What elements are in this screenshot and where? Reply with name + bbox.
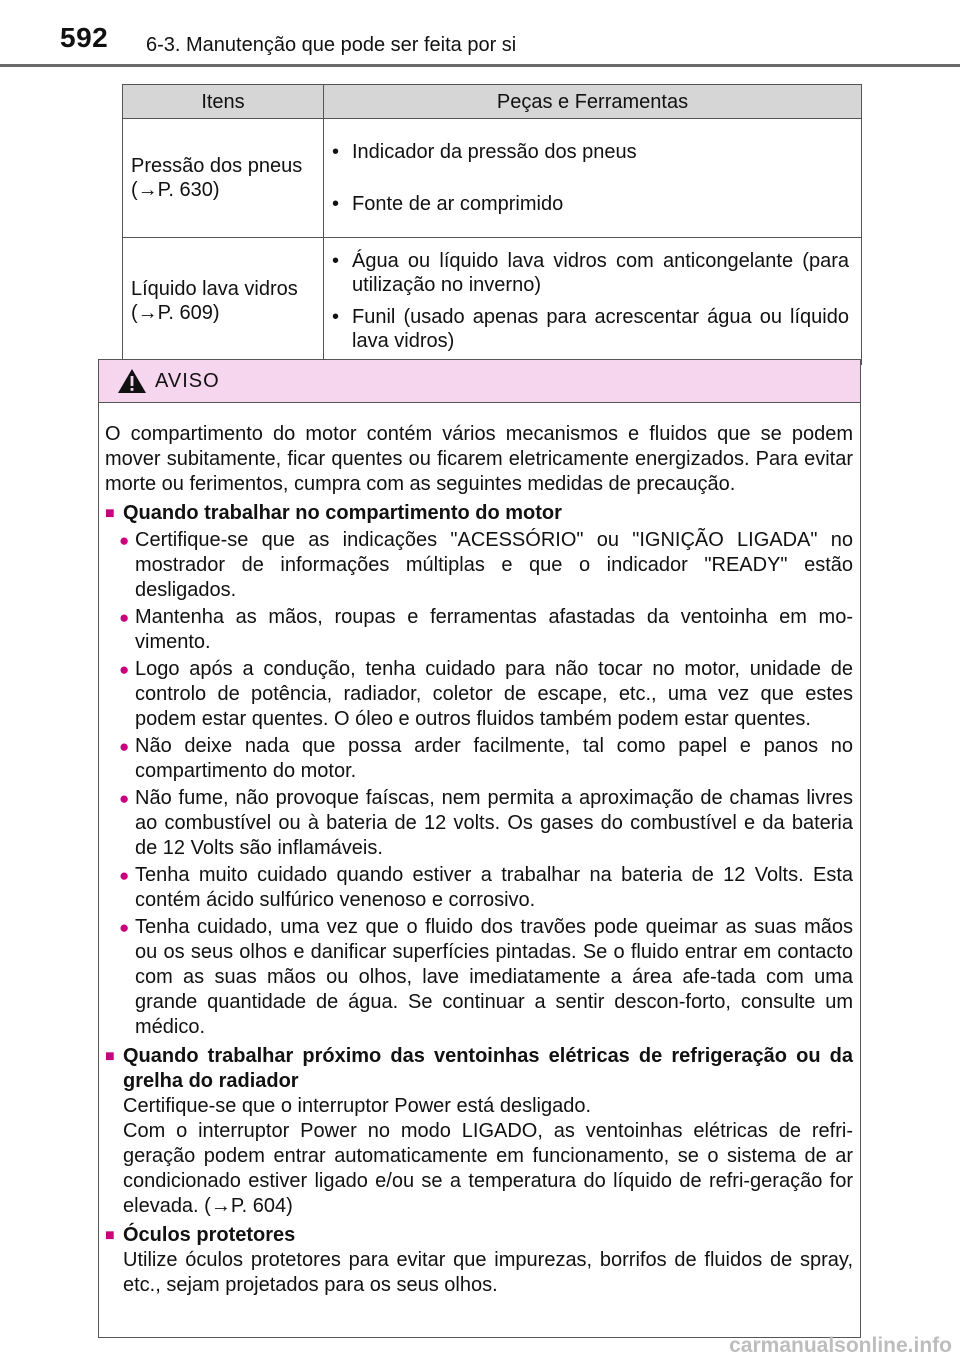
warning-header [99, 360, 860, 403]
section-heading: ■ Quando trabalhar no compartimento do motor [105, 502, 562, 524]
list-item: ● Tenha muito cuidado quando estiver a trabalhar na bateria de 12 Volts. Esta contém ácido sulfúrico venenoso e corrosivo. [119, 864, 853, 911]
list-item: ● Tenha cuidado, uma vez que o fluido dos travões pode queimar as suas mãos ou os seus olhos e danificar superfícies pintadas. Se o fluido entrar em contacto com as suas mãos ou olhos, lave imediatamente a área afe-tada com uma grande quantidade de água. Se continuar a sentir descon-forto, consulte um médico. [119, 916, 853, 1038]
section-title: 6-3. Manutenção que pode ser feita por si [146, 34, 517, 56]
page-header [0, 0, 960, 70]
list-item: • Funil (usado apenas para acrescentar água ou líquido lava vidros) [332, 306, 849, 352]
circle-bullet-icon: ● [119, 531, 130, 550]
circle-bullet-icon: ● [119, 918, 130, 937]
table-cell-parts [324, 238, 862, 365]
circle-bullet-icon: ● [119, 608, 130, 627]
square-bullet-icon: ■ [105, 1227, 115, 1244]
header-divider [0, 64, 960, 67]
square-bullet-icon: ■ [105, 505, 115, 522]
warning-body [99, 403, 860, 1298]
warning-intro: O compartimento do motor contém vários mecanismos e fluidos que se podem mover subitamente, ficar quentes ou ficarem eletricamente energizados. Para evitar morte ou ferimentos, cumpra com as seguintes medidas de precaução. [105, 423, 853, 495]
section-heading: ■ Óculos protetores [105, 1224, 296, 1246]
list-item: • Indicador da pressão dos pneus [332, 141, 637, 163]
circle-bullet-icon: ● [119, 866, 130, 885]
table-cell-item: Líquido lava vidros (→P. 609) [123, 238, 324, 365]
list-item: ● Não fume, não provoque faíscas, nem permita a aproximação de chamas livres ao combustível ou à bateria de 12 volts. Os gases do combustível e da bateria de 12 Volts são inflamáveis. [119, 787, 853, 859]
warning-icon [117, 368, 147, 394]
section-heading: ■ Quando trabalhar próximo das ventoinhas elétricas de refrigeração ou da grelha do radiador [105, 1045, 853, 1092]
list-item: ● Logo após a condução, tenha cuidado para não tocar no motor, unidade de controlo de potência, radiador, coletor de escape, etc., uma vez que estes podem estar quentes. O óleo e outros fluidos também podem estar quentes. [119, 658, 853, 730]
circle-bullet-icon: ● [119, 789, 130, 808]
square-bullet-icon: ■ [105, 1048, 115, 1065]
warning-box [98, 359, 861, 1338]
tools-table [122, 84, 862, 365]
table-cell-item: Pressão dos pneus (→P. 630) [123, 119, 324, 238]
list-item: • Fonte de ar comprimido [332, 193, 564, 215]
page-number: 592 [60, 22, 109, 53]
warning-title: AVISO [155, 370, 220, 392]
watermark: carmanualsonline.info [729, 1334, 952, 1357]
list-item: ● Mantenha as mãos, roupas e ferramentas afastadas da ventoinha em mo-vimento. [119, 606, 853, 653]
list-item: • Água ou líquido lava vidros com anticongelante (para utilização no inverno) [332, 250, 849, 296]
list-item: ● Não deixe nada que possa arder facilmente, tal como papel e panos no compartimento do motor. [119, 735, 853, 782]
paragraph: Utilize óculos protetores para evitar que impurezas, borrifos de fluidos de spray, etc., sejam projetados para os seus olhos. [123, 1249, 853, 1296]
list-item: ● Certifique-se que as indicações "ACESSÓRIO" ou "IGNIÇÃO LIGADA" no mostrador de informações múltiplas e que o indicador "READY" estão desligados. [119, 529, 853, 601]
circle-bullet-icon: ● [119, 660, 130, 679]
paragraph: Certifique-se que o interruptor Power está desligado. [123, 1095, 592, 1117]
table-row [123, 119, 862, 238]
circle-bullet-icon: ● [119, 737, 130, 756]
table-row [123, 238, 862, 365]
table-cell-parts [324, 119, 862, 238]
paragraph: Com o interruptor Power no modo LIGADO, as ventoinhas elétricas de refri-geração podem entrar automaticamente em funcionamento, se o sistema de ar condicionado estiver ligado e/ou se a temperatura do líquido de refri-geração for elevada. (→P. 604) [123, 1120, 853, 1217]
column-header-parts: Peças e Ferramentas [324, 85, 862, 119]
column-header-items: Itens [123, 85, 324, 119]
